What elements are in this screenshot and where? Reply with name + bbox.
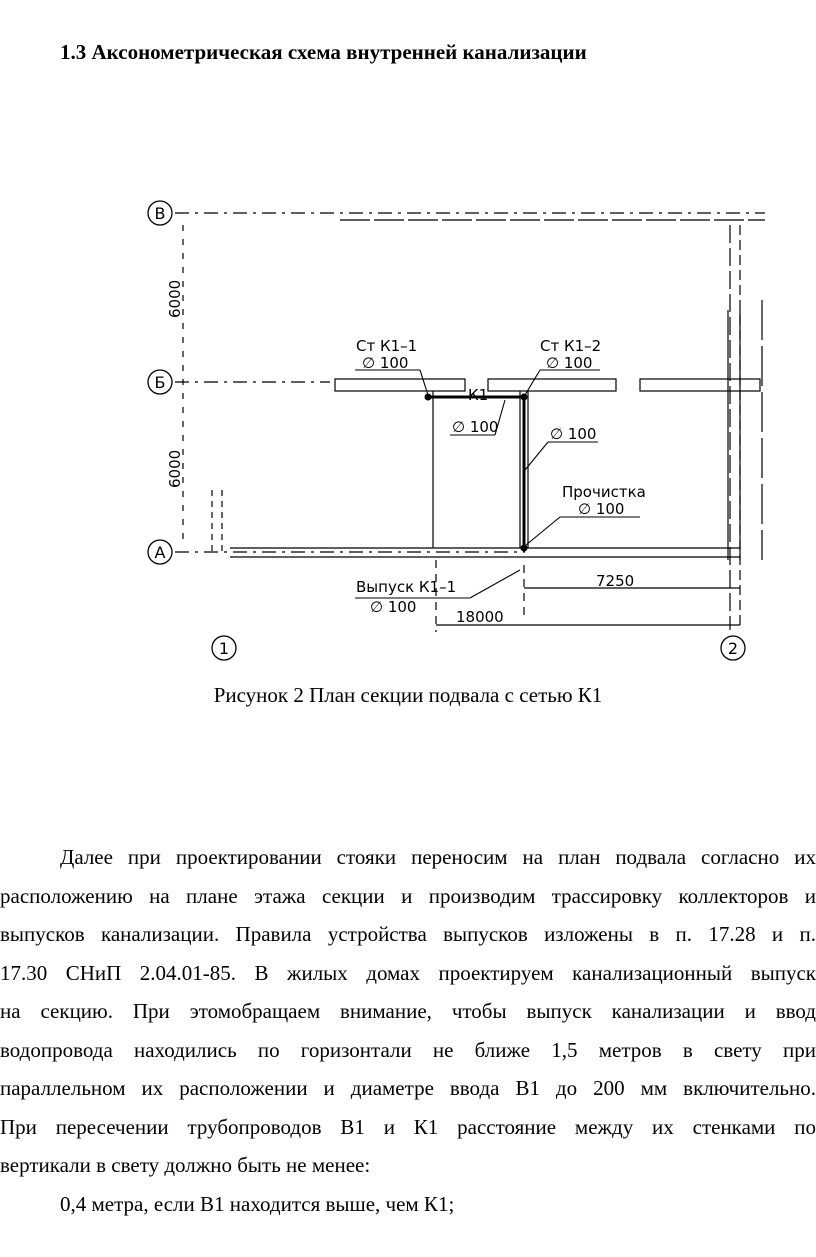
stand2-name: Ст К1–2 (540, 337, 602, 355)
cleanout-node (521, 545, 528, 552)
stand1-diam: ∅ 100 (362, 354, 409, 372)
list-item: 0,4 метра, если В1 находится выше, чем К1; (60, 1191, 455, 1216)
paragraph-line: При пересечении трубопроводов В1 и К1 расстояние между их стенками по (0, 1114, 816, 1139)
cleanout-diam: ∅ 100 (578, 500, 625, 518)
net-label: К1 (468, 386, 489, 404)
paragraph-line: Далее при проектировании стояки переносим на план подвала согласно их (60, 845, 816, 869)
figure-caption: Рисунок 2 План секции подвала с сетью К1 (213, 683, 603, 707)
axis-label-2: 2 (727, 639, 739, 658)
paragraph-line: 17.30 СНиП 2.04.01-85. В жилых домах проектируем канализационный выпуск (0, 960, 816, 985)
paragraph-line: расположению на плане этажа секции и производим трассировку коллекторов и (0, 883, 816, 908)
paragraph-line: выпусков канализации. Правила устройства выпусков изложены в п. 17.28 и п. (0, 922, 816, 946)
dim-h1: 7250 (596, 572, 635, 590)
section-heading: 1.3 Аксонометрическая схема внутренней канализации (60, 40, 587, 64)
pipe2-diam: ∅ 100 (550, 425, 597, 443)
dim-v2: 6000 (166, 449, 184, 488)
axis-label-b: Б (154, 373, 166, 392)
axis-label-1: 1 (218, 639, 230, 658)
dim-h2: 18000 (456, 608, 504, 626)
outlet-diam: ∅ 100 (370, 598, 417, 616)
basement-plan-figure (0, 190, 816, 670)
stand2-diam: ∅ 100 (546, 354, 593, 372)
paragraph-line: водопровода находились по горизонтали не ближе 1,5 метров в свету при (0, 1037, 816, 1062)
stand2-node (521, 394, 528, 401)
dim-v1: 6000 (166, 279, 184, 318)
axis-label-v: В (154, 204, 166, 223)
paragraph-line: параллельном их расположении и диаметре ввода В1 до 200 мм включительно. (0, 1076, 816, 1100)
body-text (0, 838, 816, 1223)
paragraph-line: на секцию. При этомобращаем внимание, чтобы выпуск канализации и ввод (0, 999, 816, 1023)
stand1-name: Ст К1–1 (356, 337, 418, 355)
cleanout-name: Прочистка (562, 483, 646, 501)
paragraph-line: вертикали в свету должно быть не менее: (0, 1153, 371, 1177)
pipe1-diam: ∅ 100 (452, 418, 499, 436)
axis-label-a: А (154, 543, 166, 562)
outlet-name: Выпуск К1–1 (356, 578, 457, 596)
